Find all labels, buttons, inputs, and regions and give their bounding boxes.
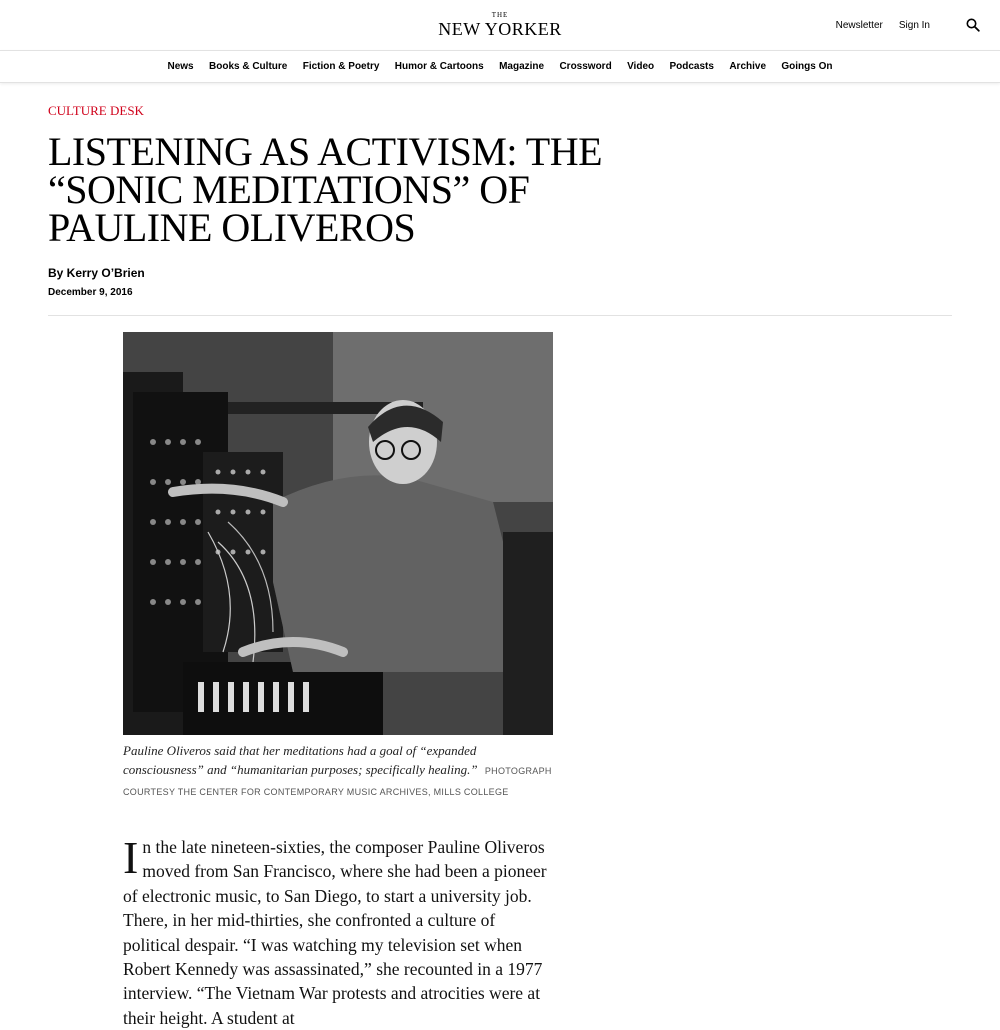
header-divider (48, 315, 952, 316)
lead-photo (123, 332, 553, 735)
lead-figure (123, 332, 553, 802)
article-headline: LISTENING AS ACTIVISM: THE “SONIC MEDITATIONS” OF PAULINE OLIVEROS (48, 129, 603, 250)
photo-caption (123, 741, 553, 802)
body-paragraph (123, 832, 553, 1030)
byline[interactable]: By Kerry O’Brien (48, 266, 145, 280)
header-actions (820, 18, 980, 32)
nav-item-news[interactable]: News (167, 61, 194, 72)
nav-item-humor-cartoons[interactable]: Humor & Cartoons (394, 61, 484, 72)
sign-in-link[interactable]: Sign In (898, 19, 930, 31)
publish-date: December 9, 2016 (48, 287, 133, 298)
drop-cap: I (123, 832, 139, 883)
nav-item-books-culture[interactable]: Books & Culture (209, 61, 288, 72)
main-nav (0, 51, 1000, 83)
newsletter-link[interactable]: Newsletter (835, 19, 883, 31)
nav-item-video[interactable]: Video (627, 61, 655, 72)
caption-text: Pauline Oliveros said that her meditations had a goal of “expanded consciousness” and “humanitarian purposes; specifically healing.” (123, 743, 478, 777)
search-icon[interactable] (966, 18, 980, 32)
article-body (123, 832, 553, 1030)
nav-item-goings-on[interactable]: Goings On (781, 61, 833, 72)
logo-the: THE (491, 11, 509, 19)
nav-item-archive[interactable]: Archive (729, 61, 767, 72)
nav-item-fiction-poetry[interactable]: Fiction & Poetry (302, 61, 380, 72)
nav-item-crossword[interactable]: Crossword (559, 61, 612, 72)
section-rubric[interactable]: CULTURE DESK (48, 103, 144, 118)
body-text: n the late nineteen-sixties, the composer Pauline Oliveros moved from San Francisco, where she had been a pioneer of electronic music, to San Diego, to start a university job. There, in her mid-thirties, she confronted a culture of political despair. “I was watching my television set when Robert Kennedy was assassinated,” she recounted in a 1977 interview. “The Vietnam War protests and atrocities were at their height. A student at (123, 837, 547, 1028)
photo-credit: PHOTOGRAPH COURTESY THE CENTER FOR CONTEMPORARY MUSIC ARCHIVES, MILLS COLLEGE (123, 766, 552, 797)
nav-item-magazine[interactable]: Magazine (499, 61, 545, 72)
logo-wordmark: NEW YORKER (438, 19, 562, 39)
site-header (0, 0, 1000, 51)
nav-item-podcasts[interactable]: Podcasts (669, 61, 714, 72)
